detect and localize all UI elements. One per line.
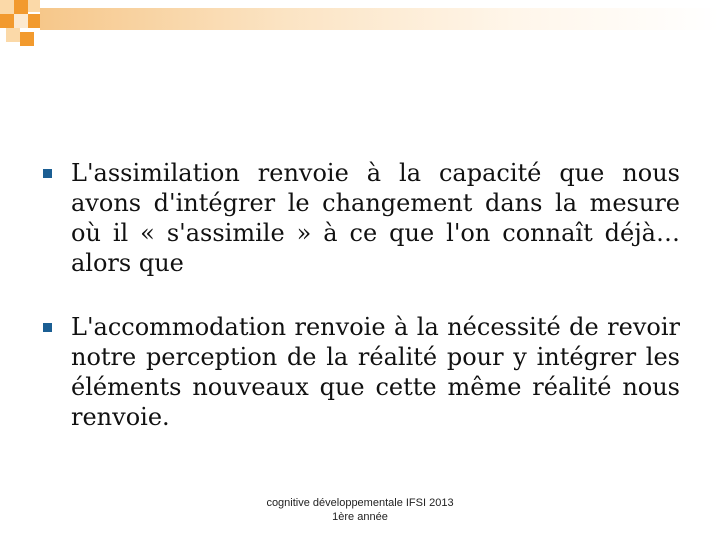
bullet-text-accommodation: L'accommodation renvoie à la nécessité de revoir notre perception de la réalité pour y intégrer les éléments nouveaux que cette même réalité nous renvoie. (71, 313, 680, 431)
square-bullet-icon (43, 169, 52, 178)
deco-square (20, 32, 34, 46)
square-bullet-icon (43, 323, 52, 332)
footer-line-2: 1ère année (332, 511, 388, 523)
deco-square (6, 28, 20, 42)
deco-square (28, 0, 40, 12)
deco-square (0, 0, 14, 14)
header-gradient-bar (40, 8, 720, 30)
bullet-list (40, 158, 680, 432)
bullet-text-assimilation: L'assimilation renvoie à la capacité que nous avons d'intégrer le changement dans la mesure où il « s'assimile » à ce que l'on connaît déjà… alors que (71, 159, 680, 277)
deco-square (14, 0, 28, 14)
footer-line-1: cognitive développementale IFSI 2013 (266, 497, 454, 509)
bullet-item (40, 312, 680, 432)
header-decoration (0, 0, 720, 50)
bullet-item (40, 158, 680, 278)
slide-footer (240, 496, 480, 524)
deco-square (0, 14, 14, 28)
deco-square (28, 14, 40, 28)
deco-square (14, 14, 28, 28)
